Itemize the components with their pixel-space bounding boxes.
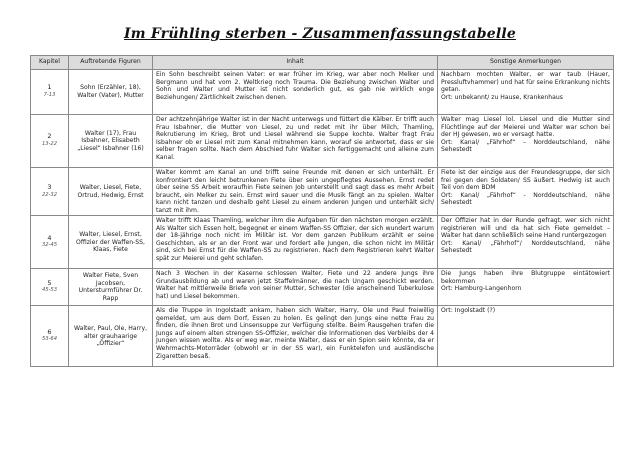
table-row (31, 269, 614, 306)
notes-cell (438, 70, 614, 115)
chapter-cell (31, 269, 69, 306)
note-text: Der Offizier hat in der Runde gefragt, wer sich nicht registrieren will und da hat sich Fiete gemeldet – Walter hat dann schließlich seine Hand runtergezogen (441, 217, 610, 240)
note-text: Fiete ist der einzige aus der Freundesgruppe, der sich frei gegen den Soldaten/ SS äußert. Hedwig ist auch Teil von dem BDM (441, 169, 610, 192)
header-anmerkungen: Sonstige Anmerkungen (438, 56, 614, 70)
note-location: Ort: Kanal/ „Fährhof“/ Norddeutschland, nähe Sehestedt (441, 239, 610, 255)
chapter-number: 4 (47, 233, 52, 242)
table-row (31, 70, 614, 115)
table-row (31, 168, 614, 216)
notes-cell (438, 115, 614, 168)
chapter-pages: 13-22 (41, 141, 58, 147)
note-location: Ort: Hamburg-Langenhorn (441, 285, 522, 293)
document-title: Im Frühling sterben - Zusammenfassungstabelle (124, 26, 516, 42)
chapter-number: 2 (47, 132, 52, 141)
chapter-cell (31, 115, 69, 168)
notes-cell (438, 306, 614, 367)
summary-table (30, 55, 614, 367)
chapter-pages: 7-13 (43, 92, 56, 98)
chapter-pages: 32-45 (41, 242, 58, 249)
chapter-number: 6 (47, 327, 52, 336)
figures-cell: Sohn (Erzähler, 18), Walter (Vater), Mutter (69, 70, 153, 115)
table-row (31, 115, 614, 168)
chapter-number: 5 (47, 278, 52, 287)
chapter-cell (31, 168, 69, 216)
table-header-row (31, 56, 614, 70)
notes-cell (438, 216, 614, 269)
note-location: Ort: Kanal/ „Fährhof“ - Norddeutschland, nähe Sehestedt (441, 191, 610, 207)
content-cell: Nach 3 Wochen in der Kaserne schlossen Walter, Fiete und 22 andere Jungs ihre Grundausbildung ab und waren jetzt Staffelmänner, die nach Ungarn geschickt werden. Walter hat mittlerweile Briefe von seiner Mutter, Schwester (die anscheinend Tuberkulose hat) und Liesel bekommen. (153, 269, 438, 306)
figures-cell: Walter (17), Frau Isbahner, Elisabeth „Liesel“ Isbahner (16) (69, 115, 153, 168)
note-text: Nachbarn mochten Walter, er war taub (Hauer, Pressluftvhammer) und hat für seine Erkrankung nichts getan. (441, 71, 610, 94)
notes-cell (438, 168, 614, 216)
table-row (31, 216, 614, 269)
figures-cell: Walter Fiete, Sven Jacobsen, Untersturmführer Dr. Rapp (69, 269, 153, 306)
chapter-cell (31, 216, 69, 269)
header-inhalt: Inhalt (153, 56, 438, 70)
note-location: Ort: Ingolstadt (?) (441, 307, 496, 315)
content-cell: Walter trifft Klaas Thamling, welcher ihm die Aufgaben für den nächsten morgen erzählt. Als Walter sich Essen holt, begegnet er einem Waffen-SS Offizier, der sich wundert warum der 18-jährige noch nicht im Militär ist. Vor dem ganzen Publikum erzählt er seine Geschichten, als er an der Front war und fordert alle Jungen, die schon nicht im Militär sind, sich bei Ernst für die Waffen-SS zu registrieren. Nach dem Registrieren kehrt Walter spät zur Meierei und geht schlafen. (153, 216, 438, 269)
figures-cell: Walter, Liesel, Fiete, Ortrud, Hedwig, Ernst (69, 168, 153, 216)
chapter-number: 1 (47, 83, 52, 92)
chapter-pages: 22-32 (41, 191, 58, 198)
content-cell: Der achtzehnjährige Walter ist in der Nacht unterwegs und füttert die Kälber. Er trifft auch Frau Isbahner, die Mutter von Liesel, zu und redet mit ihr über Milch, Thamling, Rekrutierung im Krieg, Brot und Liesel während sie Suppe kochte. Walter fragt Frau Isbahner ob er Liesel mit zum Kanal mitnehmen kann, worauf sie antwortet, dass er sie selber fragen sollte. Nach dem Abschied fuhr Walter sich fertiggemacht und alleine zum Kanal. (153, 115, 438, 168)
chapter-number: 3 (47, 183, 52, 192)
chapter-pages: 45-53 (41, 287, 58, 294)
content-cell: Ein Sohn beschreibt seinen Vater: er war früher im Krieg, war aber noch Melker und Bergmann und hat vom 2. Weltkrieg noch Trauma. Die Beziehung zwischen Walter und Sohn und Walter und Mutter ist nicht sonderlich gut, es gab nie wirklich enge Beziehungen/ Zärtlichkeit zwischen denen. (153, 70, 438, 115)
figures-cell: Walter, Liesel, Ernst, Offizier der Waffen-SS, Klaas, Fiete (69, 216, 153, 269)
note-text: Walter mag Liesel lol. Liesel und die Mutter sind Flüchtlinge auf der Meierei und Walter war schon bei der HJ gewesen, wo er versagt hatte. (441, 116, 610, 139)
chapter-cell (31, 306, 69, 367)
header-kapitel: Kapitel (31, 56, 69, 70)
note-location: Ort: Kanal/ „Fährhof“ – Norddeutschland, nähe Sehestedt (441, 138, 610, 154)
header-figuren: Auftretende Figuren (69, 56, 153, 70)
content-cell: Walter kommt am Kanal an und trifft seine Freunde mit denen er sich unterhält. Er konfrontiert den leicht betrunkenen Fiete über sein ungepflegtes Aussehen. Ernst redet über seine SS Arbeit woraufhin Fiete seinen Job unterstellt und sagt dass es mehr Arbeit braucht, ein Melker zu sein. Ernst wird sauer und die Musik fängt an zu spielen. Walter kann nicht tanzen und deshalb geht Liesel zu einem anderen Jungen und unterhält sich/ tanzt mit ihm. (153, 168, 438, 216)
note-text: Die Jungs haben ihre Blutgruppe eintätowiert bekommen (441, 270, 610, 285)
figures-cell: Walter, Paul, Ole, Harry, alter grauhaarige „Offizier“ (69, 306, 153, 367)
table-row (31, 306, 614, 367)
notes-cell (438, 269, 614, 306)
content-cell: Als die Truppe in Ingolstadt ankam, haben sich Walter, Harry, Ole und Paul freiwillig gemeldet, um aus dem Dorf, Essen zu holen. Es gelingt den Jungs eine nette Frau zu finden, die ihnen Brot und Linsensuppe zur Verfügung stellte. Beim Rausgehen trafen die Jungs auf einem alten strengen SS-Offizier, welcher die Informationen des Verbleibs der 4 Jungen wissen wollte. Als er weg war, meinte Walter, dass er ein Spion sein könnte, da er Wehrmachts-Motorräder (obwohl er in der SS war), ein Funktelefon und ausländische Zigaretten besaß. (153, 306, 438, 367)
note-location: Ort: unbekannt/ zu Hause, Krankenhaus (441, 93, 563, 101)
chapter-pages: 53-64 (41, 336, 58, 343)
chapter-cell (31, 70, 69, 115)
